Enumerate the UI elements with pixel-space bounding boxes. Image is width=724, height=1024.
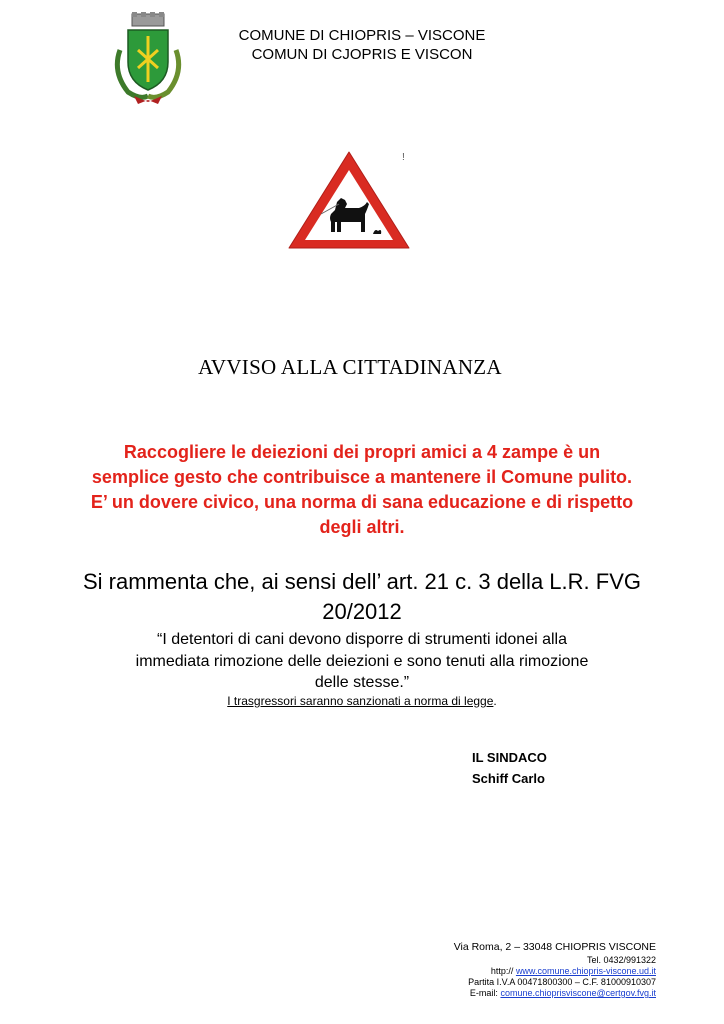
footer-address: Via Roma, 2 – 33048 CHIOPRIS VISCONE [453,941,656,953]
sanction-end: . [493,694,497,708]
website-link[interactable]: www.comune.chiopris-viscone.ud.it [515,966,656,976]
signature-name: Schiff Carlo [472,771,545,786]
signature-role: IL SINDACO [472,750,547,765]
notice-line: degli altri. [319,517,405,537]
sanction-notice [60,694,664,708]
email-link[interactable]: comune.chioprisviscone@certgov.fvg.it [500,988,656,998]
quote-line: immediata rimozione delle deiezioni e sono tenuti alla rimozione [135,653,589,670]
footer-email-line [470,988,656,998]
law-reference-line: Si rammenta che, ai sensi dell’ art. 21 c. 3 della L.R. FVG [83,569,641,594]
notice-line: Raccogliere le deiezioni dei propri amici a 4 zampe è un [123,442,601,462]
footer-website-line [491,966,656,976]
law-reference-line: 20/2012 [322,599,402,624]
page-title: AVVISO ALLA CITTADINANZA [198,355,502,379]
notice-line: E’ un dovere civico, una norma di sana educazione e di rispetto [90,492,634,512]
footer-phone: Tel. 0432/991322 [586,955,656,965]
header-line-1: COMUNE DI CHIOPRIS – VISCONE [238,27,486,44]
footer-email-label: E-mail: [469,988,498,998]
municipal-crest-icon [110,10,186,106]
quote-line: “I detentori di cani devono disporre di strumenti idonei alla [156,631,567,648]
sign-exclamation-mark: ! [402,152,405,163]
dog-warning-sign-icon [285,148,413,252]
header-line-2: COMUN DI CJOPRIS E VISCON [251,46,473,63]
sanction-text: I trasgressori saranno sanzionati a norma di legge [227,694,494,708]
quote-line: delle stesse.” [314,674,410,691]
footer-http-label: http:// [490,966,514,976]
notice-line: semplice gesto che contribuisce a mantenere il Comune pulito. [91,467,633,487]
footer-vat: Partita I.V.A 00471800300 – C.F. 81000910307 [468,977,656,987]
